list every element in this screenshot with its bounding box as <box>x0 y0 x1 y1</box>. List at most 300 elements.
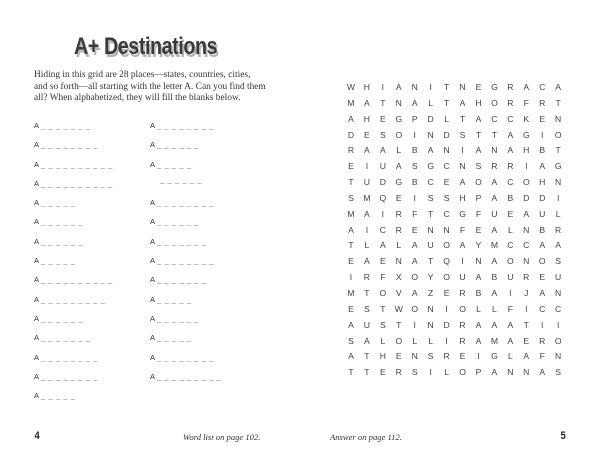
grid-letter: S <box>364 303 370 314</box>
blank-start-letter: A <box>150 159 156 169</box>
grid-letter: R <box>443 351 450 362</box>
grid-letter: N <box>427 319 434 330</box>
grid-letter: A <box>475 319 482 330</box>
grid-letter: A <box>523 351 530 362</box>
grid-letter: C <box>507 240 514 251</box>
grid-letter: Q <box>443 256 450 267</box>
blank-dashes: _ _ _ _ _ _ _ _ <box>41 140 98 150</box>
grid-letter: T <box>364 351 370 362</box>
grid-letter: N <box>507 367 514 378</box>
grid-letter: K <box>523 113 530 124</box>
grid-letter: A <box>411 240 418 251</box>
grid-letter: I <box>349 272 353 283</box>
grid-letter: L <box>555 208 561 219</box>
blank-dashes: _ _ _ _ _ _ <box>157 140 200 150</box>
grid-letter: M <box>347 97 355 108</box>
answer-blank-row <box>34 237 113 256</box>
grid-letter: H <box>475 97 482 108</box>
blank-dashes: _ _ _ _ _ <box>157 333 192 343</box>
grid-letter: T <box>523 319 529 330</box>
blank-start-letter: A <box>150 217 156 227</box>
blank-dashes: _ _ _ _ _ _ <box>41 217 84 227</box>
grid-letter: U <box>363 177 371 188</box>
grid-letter: G <box>491 82 498 92</box>
grid-letter: E <box>475 224 482 235</box>
grid-letter: A <box>459 177 466 188</box>
grid-letter: T <box>396 319 402 330</box>
grid-letter: R <box>539 97 546 108</box>
answer-blank-row <box>150 314 221 333</box>
blank-dashes: _ _ _ _ _ <box>41 198 76 208</box>
grid-letter: O <box>491 97 498 108</box>
blank-dashes: _ _ _ _ _ _ <box>41 313 84 323</box>
grid-letter: C <box>443 208 450 219</box>
answer-blank-row <box>150 372 221 391</box>
answer-blank-row <box>34 160 113 179</box>
grid-letter: A <box>523 208 530 219</box>
blank-start-letter: A <box>34 352 40 362</box>
answer-blank-row <box>34 179 113 198</box>
grid-letter: N <box>395 97 402 108</box>
grid-letter: D <box>443 129 450 140</box>
answer-blank-row <box>150 198 221 217</box>
grid-letter: D <box>427 113 434 124</box>
answer-blank-row <box>150 121 221 140</box>
blank-start-letter: A <box>34 256 40 266</box>
grid-letter: A <box>379 145 386 156</box>
grid-letter: E <box>459 351 466 362</box>
grid-letter: S <box>555 256 562 267</box>
grid-letter: M <box>347 287 355 298</box>
grid-letter: F <box>380 272 386 283</box>
grid-letter: I <box>429 367 432 378</box>
grid-letter: L <box>444 367 449 378</box>
grid-letter: N <box>523 256 530 267</box>
grid-letter: H <box>363 113 371 124</box>
grid-letter: I <box>461 145 464 156</box>
grid-letter: O <box>443 272 450 283</box>
grid-letter: A <box>475 335 482 346</box>
answer-blank-row <box>150 140 221 159</box>
grid-letter: U <box>555 272 562 283</box>
grid-letter: A <box>395 161 402 172</box>
grid-letter: S <box>427 192 434 203</box>
grid-letter: L <box>380 335 386 346</box>
grid-letter: S <box>348 192 354 203</box>
grid-letter: U <box>379 161 386 172</box>
grid-letter: T <box>348 367 354 378</box>
grid-letter: A <box>475 272 482 283</box>
blank-dashes: _ _ _ _ _ _ <box>157 217 200 227</box>
grid-letter: O <box>507 256 514 267</box>
grid-letter: R <box>555 224 562 235</box>
grid-letter: C <box>555 303 562 314</box>
grid-letter: M <box>347 208 355 219</box>
grid-letter: A <box>507 319 514 330</box>
grid-letter: T <box>491 129 498 140</box>
grid-letter: A <box>379 240 386 251</box>
grid-letter: T <box>380 303 386 314</box>
grid-letter: E <box>443 287 450 298</box>
page-number-right: 5 <box>560 430 566 442</box>
grid-letter: I <box>525 161 528 172</box>
grid-letter: G <box>395 177 403 188</box>
blank-dashes: _ _ _ _ _ _ _ _ <box>157 121 214 130</box>
grid-letter: L <box>507 351 513 362</box>
blank-dashes: _ _ _ _ _ _ _ _ <box>41 352 98 362</box>
grid-letter: I <box>381 82 385 92</box>
blank-start-letter: A <box>34 313 40 323</box>
grid-letter: R <box>395 224 402 235</box>
blank-dashes: _ _ _ _ _ _ <box>41 236 84 246</box>
blank-dashes: _ _ _ _ _ _ <box>157 313 200 323</box>
grid-letter: S <box>348 335 354 346</box>
blank-dashes: _ _ _ _ _ _ <box>160 174 203 184</box>
grid-letter: A <box>475 145 482 156</box>
grid-letter: N <box>459 161 466 172</box>
grid-letter: F <box>412 208 418 219</box>
grid-letter: N <box>443 145 450 156</box>
grid-letter: A <box>475 113 482 124</box>
grid-letter: H <box>363 82 371 92</box>
grid-letter: G <box>459 208 466 219</box>
grid-letter: R <box>459 287 466 298</box>
blank-dashes: _ _ _ _ _ _ _ _ _ _ <box>41 275 113 285</box>
grid-letter: T <box>348 240 354 251</box>
grid-letter: A <box>555 82 562 92</box>
grid-letter: A <box>459 97 466 108</box>
grid-letter: D <box>539 192 546 203</box>
grid-letter: B <box>411 177 418 188</box>
grid-letter: G <box>427 161 434 172</box>
answer-blank-row <box>150 333 221 352</box>
grid-letter: A <box>491 224 498 235</box>
grid-letter: L <box>428 335 434 346</box>
grid-letter: L <box>412 335 418 346</box>
grid-letter: I <box>556 319 560 330</box>
blank-dashes: _ _ _ _ _ _ _ _ _ _ <box>41 159 113 169</box>
grid-letter: T <box>475 129 482 140</box>
grid-letter: U <box>491 208 498 219</box>
grid-letter: I <box>413 192 416 203</box>
grid-letter: A <box>411 256 418 267</box>
blank-start-letter: A <box>150 256 156 266</box>
grid-letter: I <box>365 161 369 172</box>
answer-blanks-left-column <box>34 121 113 410</box>
blank-dashes: _ _ _ _ _ <box>157 294 192 304</box>
puzzle-instructions: Hiding in this grid are 28 places—states, countries, cities, and so forth—all starting with the letter A. Can you find them all? When alphabetized, they will fill the blanks below. <box>34 70 266 104</box>
grid-letter: B <box>507 192 514 203</box>
grid-letter: E <box>443 177 450 188</box>
grid-letter: S <box>411 161 418 172</box>
grid-letter: A <box>395 82 402 92</box>
grid-letter: M <box>490 240 498 251</box>
grid-letter: N <box>411 351 418 362</box>
right-page <box>300 0 600 460</box>
grid-letter: T <box>443 82 450 92</box>
grid-letter: C <box>427 177 434 188</box>
grid-letter: I <box>445 303 448 314</box>
grid-letter: N <box>555 351 562 362</box>
grid-letter: A <box>427 145 434 156</box>
answer-blank-row <box>34 295 113 314</box>
blank-start-letter: A <box>150 313 156 323</box>
grid-letter: I <box>413 129 416 140</box>
grid-letter: I <box>461 256 464 267</box>
grid-letter: T <box>459 113 466 124</box>
blank-start-letter: A <box>150 294 156 304</box>
answer-blanks-right-column <box>150 121 221 391</box>
answer-blank-row <box>150 237 221 256</box>
grid-letter: O <box>459 303 466 314</box>
grid-letter: O <box>522 177 530 188</box>
word-list-note: Word list on page 102. <box>183 432 261 442</box>
grid-letter: L <box>396 240 402 251</box>
grid-letter: L <box>476 303 481 314</box>
grid-letter: L <box>396 145 402 156</box>
grid-letter: Y <box>475 240 482 251</box>
grid-letter: O <box>554 129 562 140</box>
grid-letter: R <box>491 161 498 172</box>
grid-letter: R <box>395 367 402 378</box>
grid-letter: L <box>444 113 449 124</box>
grid-letter: C <box>539 303 546 314</box>
grid-letter: A <box>539 287 546 298</box>
grid-letter: A <box>539 367 546 378</box>
grid-letter: U <box>539 208 546 219</box>
grid-letter: C <box>443 161 450 172</box>
grid-letter: A <box>539 161 546 172</box>
grid-letter: W <box>346 82 356 92</box>
grid-letter: N <box>411 82 418 92</box>
blank-dashes: _ _ _ _ _ _ _ _ <box>157 198 214 208</box>
blank-start-letter: A <box>34 217 40 227</box>
grid-letter: B <box>411 145 418 156</box>
grid-letter: E <box>411 224 418 235</box>
answer-blank-row <box>34 333 113 352</box>
blank-start-letter: A <box>150 198 156 208</box>
blank-dashes: _ _ _ _ _ <box>41 256 76 266</box>
grid-letter: I <box>413 319 416 330</box>
grid-letter: E <box>379 367 386 378</box>
grid-letter: Q <box>379 192 387 203</box>
grid-letter: P <box>475 192 482 203</box>
grid-letter: B <box>539 224 546 235</box>
grid-letter: O <box>379 287 387 298</box>
grid-letter: O <box>443 240 450 251</box>
grid-letter: T <box>555 145 561 156</box>
answer-blank-row <box>34 275 113 294</box>
answer-blank-row <box>34 391 113 410</box>
grid-letter: C <box>523 240 530 251</box>
answer-blank-row <box>34 353 113 372</box>
blank-dashes: _ _ _ _ _ _ _ _ _ <box>157 371 222 381</box>
blank-start-letter: A <box>150 121 156 130</box>
grid-letter: E <box>523 335 530 346</box>
blank-dashes: _ _ _ _ _ _ _ _ <box>157 256 214 266</box>
blank-start-letter: A <box>34 391 40 401</box>
blank-dashes: _ _ _ _ _ _ _ _ _ <box>41 294 106 304</box>
grid-letter: N <box>523 224 530 235</box>
grid-letter: G <box>395 113 403 124</box>
word-search-grid <box>343 80 566 381</box>
grid-letter: B <box>475 287 482 298</box>
grid-letter: N <box>523 367 530 378</box>
grid-letter: E <box>395 192 402 203</box>
grid-letter: L <box>492 303 497 314</box>
grid-letter: A <box>364 335 370 346</box>
grid-letter: R <box>507 82 514 92</box>
answer-blank-row <box>150 295 221 314</box>
grid-letter: W <box>394 303 403 314</box>
blank-start-letter: A <box>34 121 40 130</box>
grid-letter: N <box>459 82 466 92</box>
grid-letter: D <box>443 319 450 330</box>
grid-letter: F <box>507 303 513 314</box>
grid-letter: Z <box>428 287 434 298</box>
grid-letter: A <box>539 240 546 251</box>
grid-letter: R <box>347 145 355 156</box>
grid-letter: B <box>539 145 546 156</box>
answer-blank-row <box>34 140 113 159</box>
grid-letter: N <box>427 129 434 140</box>
grid-letter: A <box>507 335 514 346</box>
grid-letter: I <box>365 224 369 235</box>
grid-letter: S <box>443 192 450 203</box>
grid-letter: P <box>411 113 418 124</box>
grid-letter: T <box>364 287 370 298</box>
grid-letter: A <box>491 192 498 203</box>
grid-letter: H <box>379 351 386 362</box>
grid-letter: C <box>507 177 514 188</box>
grid-letter: A <box>459 240 466 251</box>
answer-note: Answer on page 112. <box>330 432 402 442</box>
grid-letter: O <box>554 335 562 346</box>
grid-letter: O <box>538 256 546 267</box>
grid-letter: A <box>364 145 370 156</box>
grid-letter: N <box>427 224 434 235</box>
grid-letter: H <box>539 177 546 188</box>
grid-letter: E <box>507 208 514 219</box>
grid-letter: I <box>445 335 448 346</box>
grid-letter: A <box>364 208 370 219</box>
grid-letter: D <box>523 192 530 203</box>
grid-letter: I <box>429 82 432 92</box>
blank-start-letter: A <box>34 178 40 188</box>
grid-letter: E <box>348 256 354 267</box>
grid-letter: H <box>523 145 530 156</box>
grid-letter: T <box>428 256 434 267</box>
grid-letter: A <box>491 319 498 330</box>
answer-blank-row <box>150 217 221 236</box>
grid-letter: R <box>507 97 514 108</box>
grid-letter: I <box>477 351 480 362</box>
grid-letter: O <box>475 177 482 188</box>
grid-letter: F <box>475 208 482 219</box>
grid-letter: H <box>459 192 466 203</box>
grid-letter: A <box>364 256 370 267</box>
grid-letter: G <box>491 351 498 362</box>
grid-letter: N <box>555 287 562 298</box>
grid-letter: Y <box>427 272 434 283</box>
grid-letter: T <box>555 97 561 108</box>
grid-letter: R <box>459 319 466 330</box>
grid-letter: L <box>428 97 434 108</box>
grid-letter: T <box>380 97 386 108</box>
grid-letter: I <box>541 319 544 330</box>
grid-letter: A <box>364 97 370 108</box>
grid-letter: J <box>524 287 529 298</box>
grid-letter: A <box>555 240 562 251</box>
grid-letter: R <box>539 335 546 346</box>
grid-letter: S <box>459 129 466 140</box>
grid-letter: A <box>348 113 354 124</box>
grid-letter: F <box>523 97 529 108</box>
blank-start-letter: A <box>34 198 40 208</box>
grid-letter: R <box>363 272 371 283</box>
grid-letter: A <box>491 367 498 378</box>
grid-letter: L <box>507 224 513 235</box>
blank-dashes: _ _ _ _ _ _ _ <box>157 275 207 285</box>
grid-letter: R <box>459 335 466 346</box>
grid-letter: T <box>443 97 450 108</box>
grid-letter: A <box>491 177 498 188</box>
grid-letter: C <box>379 224 386 235</box>
blank-start-letter: A <box>34 140 40 150</box>
grid-letter: O <box>395 335 403 346</box>
grid-letter: I <box>556 192 560 203</box>
blank-dashes: _ _ _ _ _ _ _ _ <box>41 371 98 381</box>
grid-letter: A <box>491 256 498 267</box>
grid-letter: E <box>379 256 386 267</box>
blank-dashes: _ _ _ _ _ <box>157 159 192 169</box>
answer-blank-row <box>34 121 113 140</box>
blank-start-letter: A <box>34 294 40 304</box>
grid-letter: I <box>541 129 544 140</box>
answer-blank-row <box>150 275 221 294</box>
grid-letter: N <box>427 303 434 314</box>
grid-letter: C <box>539 82 546 92</box>
answer-blank-row <box>34 256 113 275</box>
grid-letter: D <box>379 177 386 188</box>
grid-letter: T <box>364 367 370 378</box>
grid-letter: S <box>475 161 482 172</box>
blank-dashes: _ _ _ _ _ _ _ <box>157 236 207 246</box>
grid-letter: S <box>379 319 386 330</box>
answer-blank-row <box>150 175 221 198</box>
grid-letter: N <box>555 177 562 188</box>
grid-letter: V <box>395 287 402 298</box>
grid-letter: U <box>363 319 371 330</box>
blank-dashes: _ _ _ _ _ <box>41 391 76 401</box>
grid-letter: I <box>381 208 385 219</box>
grid-letter: O <box>411 272 419 283</box>
grid-letter: A <box>411 287 418 298</box>
grid-letter: T <box>428 208 434 219</box>
blank-dashes: _ _ _ _ _ _ _ <box>41 333 91 343</box>
grid-letter: F <box>459 224 466 235</box>
grid-letter: A <box>411 97 418 108</box>
grid-letter: O <box>395 129 403 140</box>
grid-letter: R <box>395 208 402 219</box>
grid-letter: E <box>348 161 354 172</box>
grid-letter: E <box>539 113 546 124</box>
blank-start-letter: A <box>150 275 156 285</box>
grid-letter: O <box>459 367 466 378</box>
blank-start-letter: A <box>34 371 40 381</box>
blank-start-letter: A <box>34 333 40 343</box>
grid-letter: B <box>491 272 498 283</box>
